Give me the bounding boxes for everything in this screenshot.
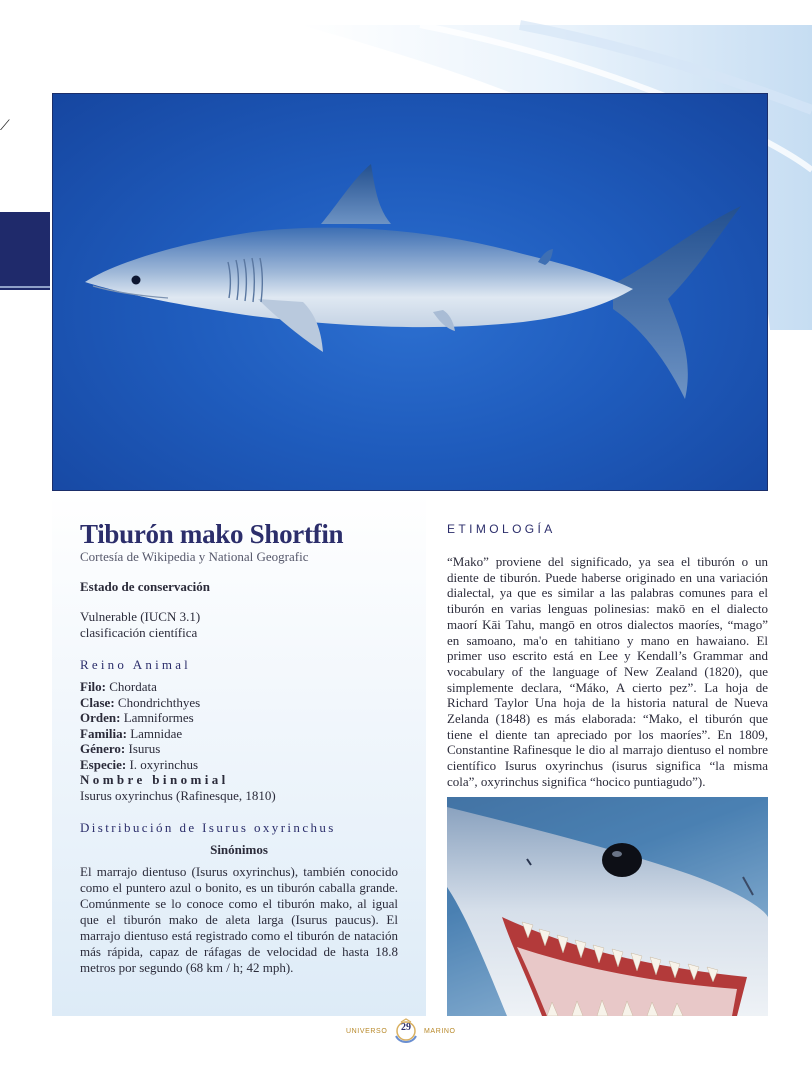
taxonomy-row: Especie: I. oxyrinchus (80, 756, 199, 772)
distribution-text: El marrajo dientuso (Isurus oxyrinchus), también conocido como el puntero azul o bonito, es un tiburón caballa grande. Comúnmente se lo conoce como el tiburón mako, al igual que el tiburón mako de aleta larga (Isurus paucus). El marrajo dientuso está registrado como el tiburón de natación más rápida, capaz de ráfagas de velocidad de hasta 18.8 metros por segundo (68 km / h; 42 mph). (80, 864, 398, 975)
etymology-text: “Mako” proviene del significado, ya sea el tiburón o un diente de tiburón. Puede haberse originado en una variación dialectal, ya que es similar a las palabras comunes para el tiburón en varias lenguas polinesias: makō en el dialecto maorí Kāi Tahu, mangō en otros dialectos maoríes, “mago” en samoano, ma'o en tahitiano y mano en hawaiano. El primer uso escrito está en Lee y Kendall’s Grammar and vocabulary of the language of New Zealand (1820), que simplemente declara, “Máko, A cierto pez”. La hoja de Richard Taylor Una hoja de la historia natural de Nueva Zelanda (1848) es más elaborada: “Mako, el tiburón que tiene el diente tan apreciado por los maoríes”. En 1809, Constantine Rafinesque le dio al marrajo dientuso el nombre científico Isurus oxyrinchus (isurus significa “la misma cola”, oxyrinchus significa “hocico puntiagudo”). (447, 554, 768, 789)
shark-head-illustration (447, 797, 768, 1016)
page-footer (0, 1018, 812, 1048)
page-number-badge (392, 1018, 420, 1046)
taxonomy-row: Orden: Lamniformes (80, 710, 194, 725)
page-number: 29 (401, 1022, 411, 1033)
footer-brand-left: UNIVERSO (346, 1028, 388, 1035)
shark-illustration (53, 94, 768, 491)
binomial-heading: Nombre binomial (80, 772, 229, 787)
taxonomy-list (80, 679, 398, 772)
species-info-panel (52, 491, 426, 1016)
taxonomy-row: Clase: Chondrichthyes (80, 694, 201, 710)
kingdom-heading: Reino Animal (80, 657, 191, 672)
conservation-label: Estado de conservación (80, 579, 210, 594)
shark-jaws-photo (447, 797, 768, 1016)
left-edge-tab-line (0, 286, 50, 288)
taxonomy-row: Filo: Chordata (80, 679, 157, 694)
synonyms-heading: Sinónimos (210, 842, 268, 857)
taxonomy-row: Género: Isurus (80, 741, 161, 756)
etymology-section (447, 522, 768, 790)
photo-credit: Cortesía de Wikipedia y National Geografic (80, 549, 309, 564)
left-edge-tab (0, 212, 50, 290)
distribution-heading: Distribución de Isurus oxyrinchus (80, 820, 336, 835)
classification-label: clasificación científica (80, 625, 198, 640)
corner-mark-icon: ⟋ (0, 118, 10, 134)
article-title: Tiburón mako Shortfin (80, 519, 344, 549)
conservation-status: Vulnerable (IUCN 3.1) (80, 609, 201, 624)
footer-brand-right: MARINO (424, 1028, 456, 1035)
binomial-name: Isurus oxyrinchus (Rafinesque, 1810) (80, 788, 276, 803)
etymology-heading: ETIMOLOGÍA (447, 522, 556, 536)
hero-shark-photo (52, 93, 768, 491)
taxonomy-row: Familia: Lamnidae (80, 725, 183, 741)
